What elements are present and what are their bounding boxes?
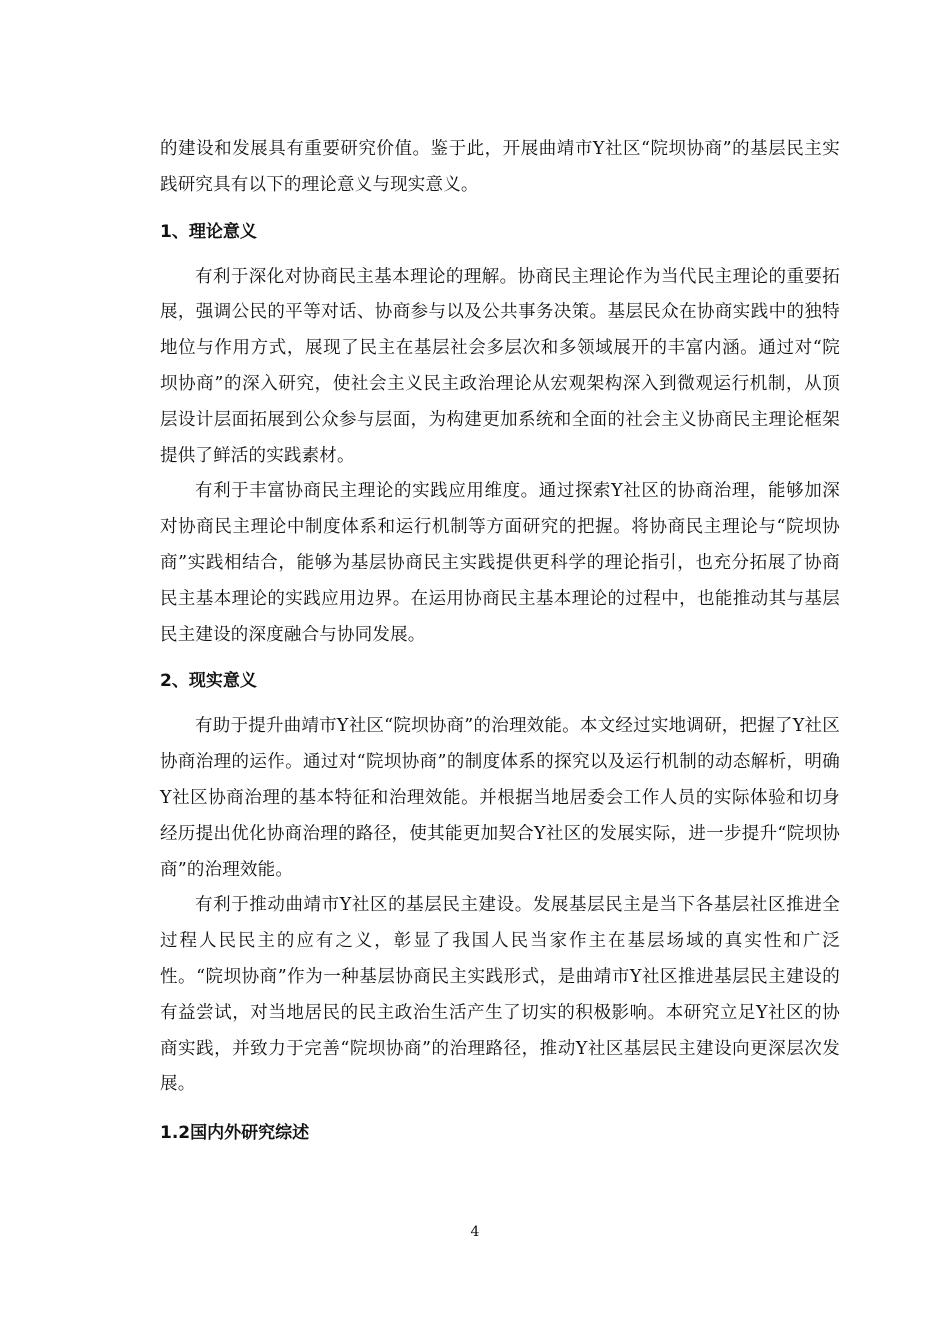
theory-paragraph-2: 有利于丰富协商民主理论的实践应用维度。通过探索Y社区的协商治理，能够加深对协商民主理论中制度体系和运行机制等方面研究的把握。将协商民主理论与“院坝协商”实践相结合，能够为基层协商民主实践提供更科学的理论指引，也充分拓展了协商民主基本理论的实践应用边界。在运用协商民主基本理论的过程中，也能推动其与基层民主建设的深度融合与协同发展。 xyxy=(160,481,840,645)
section-heading-practice: 2、现实意义 xyxy=(160,671,257,692)
page-content xyxy=(160,132,840,1151)
intro-paragraph: 的建设和发展具有重要研究价值。鉴于此，开展曲靖市Y社区“院坝协商”的基层民主实践研究具有以下的理论意义与现实意义。 xyxy=(160,139,840,195)
page-number: 4 xyxy=(470,1224,480,1240)
practice-paragraph-1: 有助于提升曲靖市Y社区“院坝协商”的治理效能。本文经过实地调研，把握了Y社区协商治理的运作。通过对“院坝协商”的制度体系的探究以及运行机制的动态解析，明确Y社区协商治理的基本特征和治理效能。并根据当地居委会工作人员的实际体验和切身经历提出优化协商治理的路径，使其能更加契合Y社区的发展实际，进一步提升“院坝协商”的治理效能。 xyxy=(160,716,840,880)
section-heading-review: 1.2国内外研究综述 xyxy=(160,1123,310,1144)
theory-paragraph-1: 有利于深化对协商民主基本理论的理解。协商民主理论作为当代民主理论的重要拓展，强调公民的平等对话、协商参与以及公共事务决策。基层民众在协商实践中的独特地位与作用方式，展现了民主在基层社会多层次和多领域展开的丰富内涵。通过对“院坝协商”的深入研究，使社会主义民主政治理论从宏观架构深入到微观运行机制，从顶层设计层面拓展到公众参与层面，为构建更加系统和全面的社会主义协商民主理论框架提供了鲜活的实践素材。 xyxy=(160,266,840,466)
practice-paragraph-2: 有利于推动曲靖市Y社区的基层民主建设。发展基层民主是当下各基层社区推进全过程人民民主的应有之义，彰显了我国人民当家作主在基层场域的真实性和广泛性。“院坝协商”作为一种基层协商民主实践形式，是曲靖市Y社区推进基层民主建设的有益尝试，对当地居民的民主政治生活产生了切实的积极影响。本研究立足Y社区的协商实践，并致力于完善“院坝协商”的治理路径，推动Y社区基层民主建设向更深层次发展。 xyxy=(160,895,840,1095)
section-heading-theory: 1、理论意义 xyxy=(160,221,257,242)
